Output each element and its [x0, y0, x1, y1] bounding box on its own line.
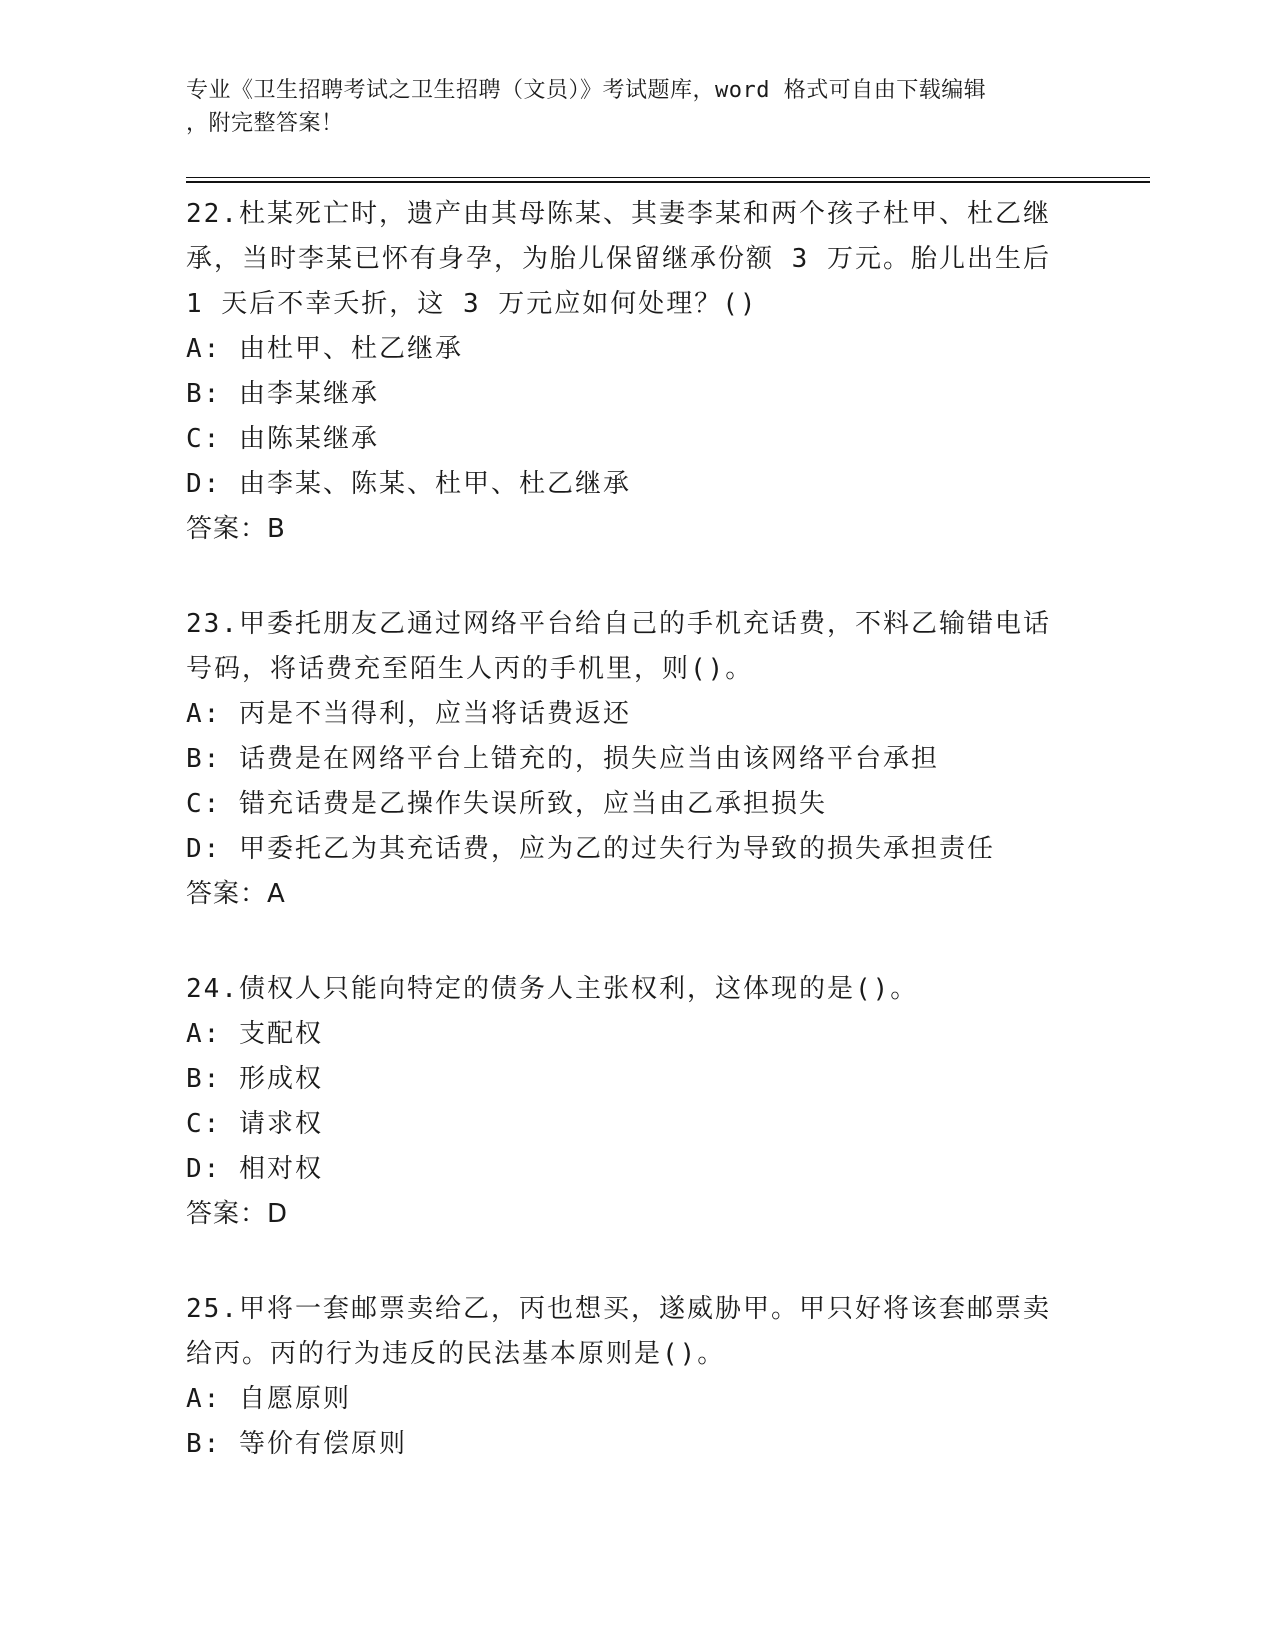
header-line-2: ，附完整答案！: [186, 111, 344, 136]
stem-line: 给丙。丙的行为违反的民法基本原则是()。: [186, 1339, 726, 1369]
question-24: [186, 963, 1086, 1237]
question-22: [186, 188, 1086, 552]
option-b: B: 形成权: [186, 1064, 323, 1094]
stem-line: 23.甲委托朋友乙通过网络平台给自己的手机充话费，不料乙输错电话: [186, 609, 1051, 639]
question-25: [186, 1283, 1086, 1467]
option-a: A: 丙是不当得利，应当将话费返还: [186, 699, 631, 729]
stem-line: 22.杜某死亡时，遗产由其母陈某、其妻李某和两个孩子杜甲、杜乙继: [186, 199, 1051, 229]
header-rule-thick: [186, 181, 1150, 183]
question-stem: [186, 963, 1086, 1012]
question-23: [186, 598, 1086, 917]
header-rule-thin: [186, 177, 1150, 178]
option-b: B: 由李某继承: [186, 379, 379, 409]
question-list: [186, 188, 1086, 1513]
stem-line: 号码，将话费充至陌生人丙的手机里，则()。: [186, 654, 754, 684]
option-d: D: 相对权: [186, 1154, 323, 1184]
answer: 答案：B: [186, 514, 286, 544]
stem-line: 1 天后不幸夭折，这 3 万元应如何处理？(): [186, 289, 758, 319]
stem-line: 承，当时李某已怀有身孕，为胎儿保留继承份额 3 万元。胎儿出生后: [186, 244, 1051, 274]
stem-line: 24.债权人只能向特定的债务人主张权利，这体现的是()。: [186, 974, 919, 1004]
document-header: [186, 74, 1086, 140]
option-a: A: 自愿原则: [186, 1384, 351, 1414]
answer: 答案：A: [186, 879, 286, 909]
option-c: C: 请求权: [186, 1109, 323, 1139]
option-a: A: 支配权: [186, 1019, 323, 1049]
option-d: D: 由李某、陈某、杜甲、杜乙继承: [186, 469, 631, 499]
question-stem: [186, 1283, 1086, 1377]
option-b: B: 等价有偿原则: [186, 1429, 407, 1459]
option-b: B: 话费是在网络平台上错充的，损失应当由该网络平台承担: [186, 744, 939, 774]
option-c: C: 由陈某继承: [186, 424, 379, 454]
question-stem: [186, 598, 1086, 692]
question-stem: [186, 188, 1086, 327]
answer: 答案：D: [186, 1199, 289, 1229]
option-d: D: 甲委托乙为其充话费，应为乙的过失行为导致的损失承担责任: [186, 834, 995, 864]
header-line-1: 专业《卫生招聘考试之卫生招聘（文员）》考试题库，word 格式可自由下载编辑: [186, 78, 987, 103]
stem-line: 25.甲将一套邮票卖给乙，丙也想买，遂威胁甲。甲只好将该套邮票卖: [186, 1294, 1051, 1324]
option-c: C: 错充话费是乙操作失误所致，应当由乙承担损失: [186, 789, 827, 819]
option-a: A: 由杜甲、杜乙继承: [186, 334, 463, 364]
